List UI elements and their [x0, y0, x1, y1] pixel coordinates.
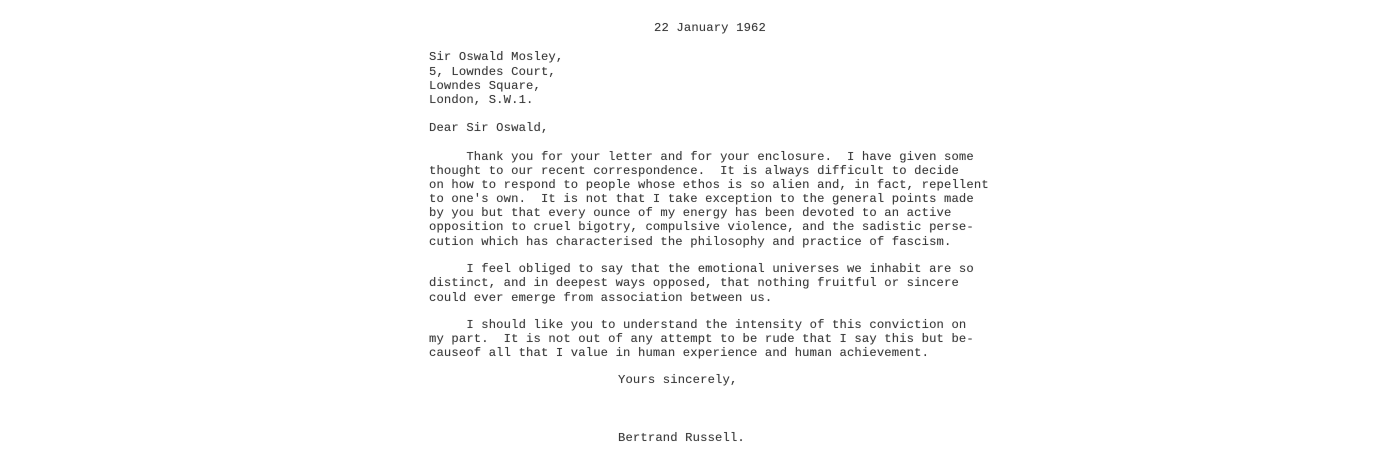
signature-name: Bertrand Russell. — [618, 431, 745, 445]
body-line: opposition to cruel bigotry, compulsive violence, and the sadistic perse- — [429, 220, 974, 234]
body-line: I feel obliged to say that the emotional universes we inhabit are so — [429, 262, 974, 276]
body-line: by you but that every ounce of my energy has been devoted to an active — [429, 206, 952, 220]
body-line: Thank you for your letter and for your enclosure. I have given some — [429, 150, 974, 164]
body-line: my part. It is not out of any attempt to be rude that I say this but be- — [429, 332, 974, 346]
recipient-line: London, S.W.1. — [429, 93, 534, 107]
letter-date: 22 January 1962 — [654, 21, 766, 35]
body-line: could ever emerge from association between us. — [429, 291, 773, 305]
body-line: thought to our recent correspondence. It is always difficult to decide — [429, 164, 959, 178]
recipient-line: Lowndes Square, — [429, 79, 541, 93]
body-line: distinct, and in deepest ways opposed, that nothing fruitful or sincere — [429, 276, 959, 290]
body-line: cution which has characterised the philosophy and practice of fascism. — [429, 235, 952, 249]
body-line: I should like you to understand the intensity of this conviction on — [429, 318, 967, 332]
closing: Yours sincerely, — [618, 373, 738, 387]
body-line: on how to respond to people whose ethos is so alien and, in fact, repellent — [429, 178, 989, 192]
body-line: causeof all that I value in human experience and human achievement. — [429, 346, 930, 360]
body-line: to one's own. It is not that I take exception to the general points made — [429, 192, 974, 206]
salutation: Dear Sir Oswald, — [429, 121, 549, 135]
recipient-line: 5, Lowndes Court, — [429, 65, 556, 79]
recipient-line: Sir Oswald Mosley, — [429, 50, 564, 64]
